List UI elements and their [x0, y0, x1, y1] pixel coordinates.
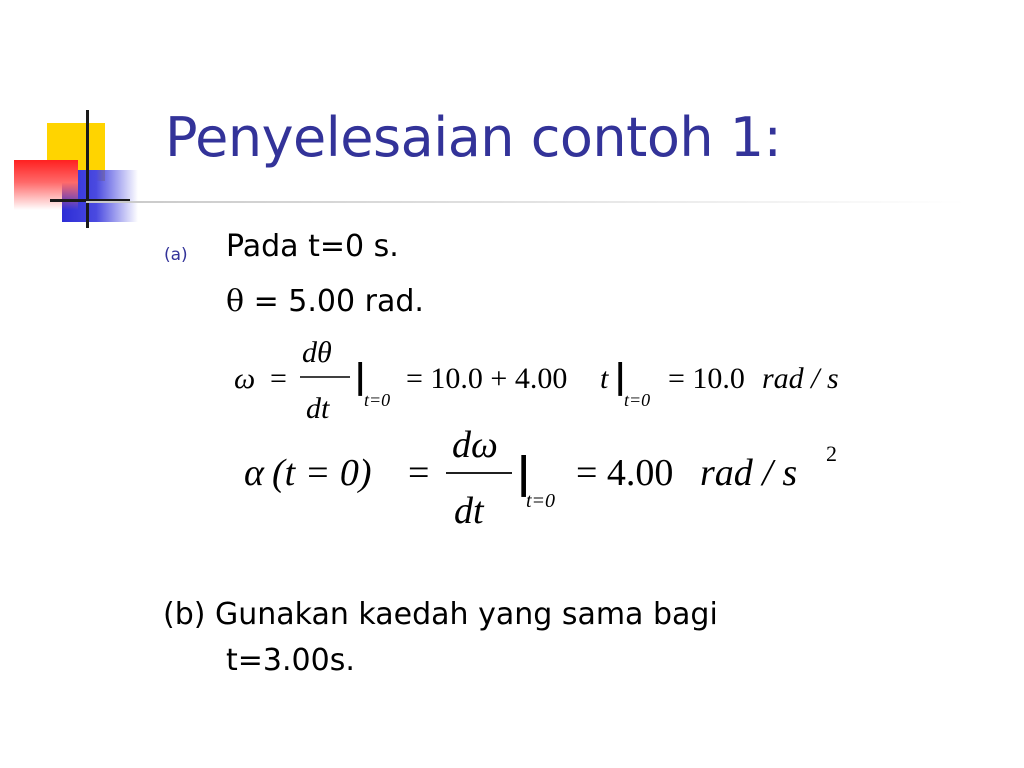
- red-square-decoration: [14, 160, 78, 210]
- eq2-equals: =: [408, 452, 430, 494]
- eq1-eval-bar-2: |: [614, 357, 627, 397]
- eq1-frac-denominator: dt: [306, 392, 330, 425]
- eq2-result: = 4.00: [576, 452, 674, 494]
- eq1-frac-numerator: dθ: [302, 336, 332, 369]
- theta-value: = 5.00 rad.: [244, 284, 424, 319]
- part-b-line1: (b) Gunakan kaedah yang sama bagi: [163, 597, 718, 632]
- vertical-line-decoration: [86, 110, 89, 228]
- eq2-frac-numerator: dω: [452, 424, 498, 466]
- eq1-omega: ω: [234, 362, 256, 395]
- part-a-marker: (a): [164, 245, 188, 265]
- eq1-eval-subscript-2: t=0: [624, 390, 651, 410]
- eq2-unit: rad / s: [700, 452, 798, 494]
- eq1-middle-var: t: [600, 362, 609, 395]
- eq2-argument: (t = 0): [272, 452, 372, 494]
- eq2-eval-bar: |: [516, 448, 532, 497]
- eq2-eval-subscript: t=0: [526, 490, 556, 512]
- eq1-middle: = 10.0 + 4.00: [406, 362, 568, 395]
- equation-angular-acceleration: [240, 415, 860, 535]
- eq1-eval-subscript: t=0: [364, 390, 391, 410]
- theta-symbol: θ: [226, 284, 245, 319]
- eq1-equals: =: [270, 362, 287, 395]
- title-underline-rule: [86, 201, 966, 203]
- eq2-alpha: α: [244, 452, 264, 494]
- part-a-line2: [226, 284, 424, 319]
- part-b-line2: t=3.00s.: [226, 643, 355, 678]
- eq2-frac-denominator: dt: [454, 490, 484, 532]
- corner-decoration: [0, 0, 160, 240]
- eq1-eval-bar: |: [354, 357, 367, 397]
- eq1-unit: rad / s: [762, 362, 839, 395]
- eq2-exponent: 2: [826, 441, 837, 466]
- slide-title: Penyelesaian contoh 1:: [165, 106, 782, 169]
- part-a-line1: Pada t=0 s.: [226, 229, 399, 264]
- eq1-result: = 10.0: [668, 362, 745, 395]
